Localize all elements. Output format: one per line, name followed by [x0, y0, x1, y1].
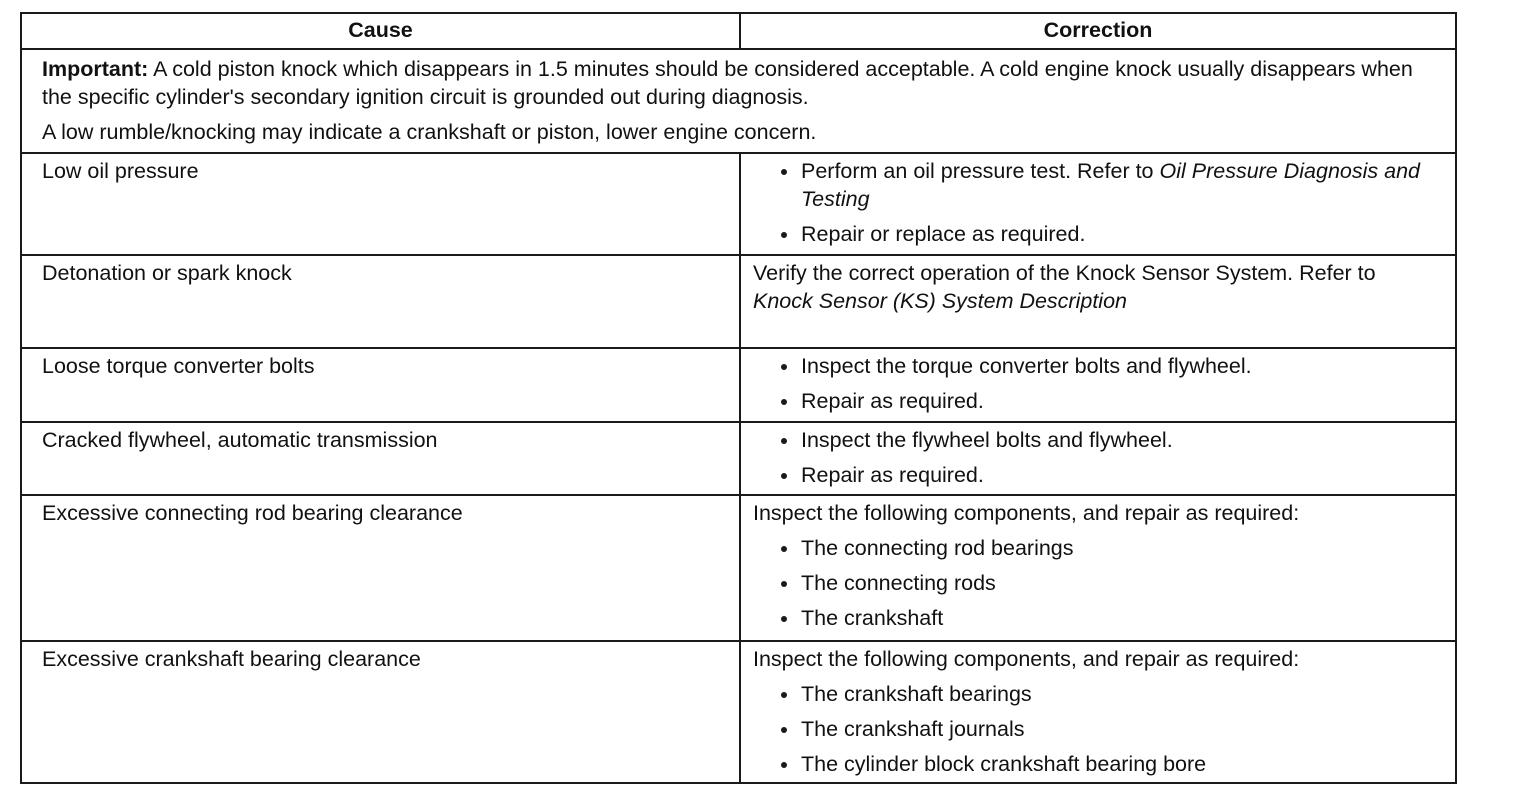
- list-item: The crankshaft journals: [753, 715, 1437, 743]
- note-label: Important:: [42, 57, 149, 81]
- correction-list: [753, 680, 1437, 778]
- table-row: [22, 154, 1455, 256]
- table-header-row: [22, 14, 1455, 50]
- diagnosis-table: [20, 12, 1457, 784]
- cause-cell: Excessive crankshaft bearing clearance: [22, 642, 741, 782]
- correction-cell: [741, 642, 1455, 782]
- correction-list: [753, 426, 1437, 489]
- list-item: Repair as required.: [753, 461, 1437, 489]
- correction-cell: [741, 256, 1455, 347]
- correction-text: Verify the correct operation of the Knock Sensor System. Refer to: [753, 261, 1376, 285]
- list-item: The connecting rod bearings: [753, 534, 1437, 562]
- reference-link-text: Oil Pressure Diagnosis and Testing: [801, 159, 1420, 211]
- list-item-text: Perform an oil pressure test. Refer to: [801, 159, 1160, 183]
- header-correction: Correction: [1043, 18, 1153, 42]
- correction-list: [753, 534, 1437, 632]
- correction-cell: [741, 423, 1455, 494]
- note-paragraph-1: [42, 55, 1437, 111]
- list-item: The crankshaft bearings: [753, 680, 1437, 708]
- important-note: [22, 50, 1455, 152]
- correction-cell: [741, 154, 1455, 254]
- list-item: Inspect the torque converter bolts and flywheel.: [753, 352, 1437, 380]
- table-row: [22, 496, 1455, 642]
- list-item: [753, 157, 1437, 213]
- correction-intro: Inspect the following components, and repair as required:: [753, 501, 1300, 525]
- correction-intro: Inspect the following components, and repair as required:: [753, 647, 1300, 671]
- note-text: A cold piston knock which disappears in 1.5 minutes should be considered acceptable. A cold engine knock usually disappears when the specific cylinder's secondary ignition circuit is grounded out during diagnosis.: [42, 57, 1413, 109]
- header-cause: Cause: [22, 14, 741, 48]
- table-row: [22, 642, 1455, 782]
- list-item: The cylinder block crankshaft bearing bore: [753, 750, 1437, 778]
- table-row: [22, 256, 1455, 349]
- note-paragraph-2: A low rumble/knocking may indicate a crankshaft or piston, lower engine concern.: [42, 120, 817, 144]
- reference-link-text: Knock Sensor (KS) System Description: [753, 289, 1127, 313]
- correction-list: [753, 352, 1437, 415]
- cause-cell: Detonation or spark knock: [22, 256, 741, 347]
- correction-cell: [741, 496, 1455, 640]
- list-item: Repair as required.: [753, 387, 1437, 415]
- list-item: Inspect the flywheel bolts and flywheel.: [753, 426, 1437, 454]
- cause-cell: Cracked flywheel, automatic transmission: [22, 423, 741, 494]
- correction-list: [753, 157, 1437, 248]
- table-row: [22, 423, 1455, 496]
- cause-cell: Loose torque converter bolts: [22, 349, 741, 421]
- list-item: Repair or replace as required.: [753, 220, 1437, 248]
- cause-cell: Low oil pressure: [22, 154, 741, 254]
- table-row: [22, 349, 1455, 423]
- important-note-row: [22, 50, 1455, 154]
- list-item: The crankshaft: [753, 604, 1437, 632]
- correction-cell: [741, 349, 1455, 421]
- cause-cell: Excessive connecting rod bearing clearance: [22, 496, 741, 640]
- list-item: The connecting rods: [753, 569, 1437, 597]
